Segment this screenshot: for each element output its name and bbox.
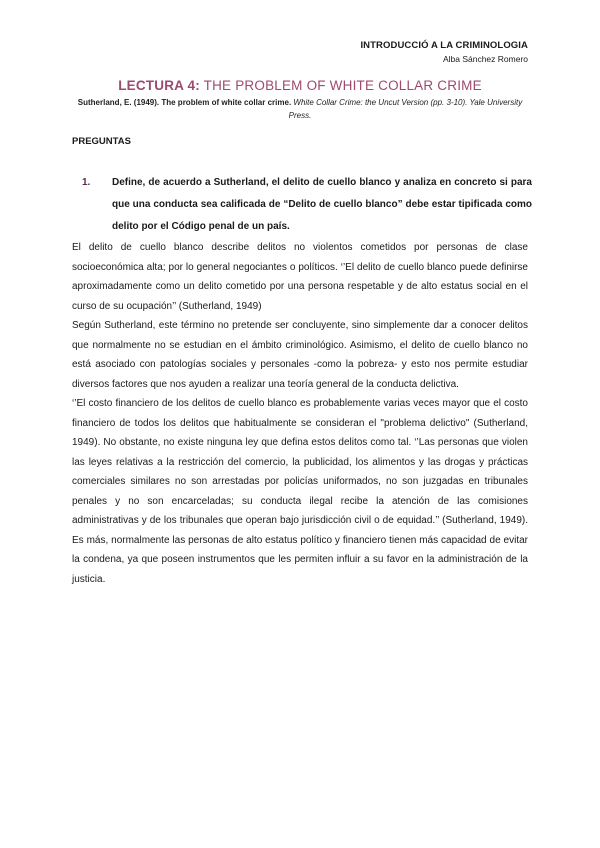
answer-body xyxy=(72,238,528,589)
citation-authors: Sutherland, E. (1949). The problem of white collar crime. xyxy=(77,98,294,107)
citation-source: White Collar Crime: the Uncut Version (pp. 3-10). Yale University Press. xyxy=(288,98,523,120)
title-prefix: LECTURA 4: xyxy=(118,78,200,93)
author-name: Alba Sánchez Romero xyxy=(442,54,528,64)
page-header xyxy=(360,39,528,67)
paragraph-3: ‘’El costo financiero de los delitos de cuello blanco es probablemente varias veces mayor que el costo financiero de todos los delitos que habitualmente se consideran el "problema delictivo" (Sutherland, 1949). No obstante, no existe ninguna ley que defina estos delitos como tal. ‘’Las personas que violen las leyes relativas a la restricción del comercio, la publicidad, los alimentos y las drogas y prácticas comerciales similares no son arrestadas por policías uniformados, no son juzgadas en tribunales penales y no son encarceladas; su conducta ilegal recibe la atención de las comisiones administrativas y de los tribunales que operan bajo jurisdicción civil o de equidad.’’ (Sutherland, 1949). Es más, normalmente las personas de alto estatus político y financiero tienen más capacidad de evitar la condena, ya que poseen instrumentos que les permiten influir a su favor en la administración de la justicia. xyxy=(72,398,528,585)
question-item xyxy=(82,172,532,238)
course-name: INTRODUCCIÓ A LA CRIMINOLOGIA xyxy=(360,40,528,51)
document-title xyxy=(0,78,600,93)
section-heading: PREGUNTAS xyxy=(72,136,131,147)
paragraph-1: El delito de cuello blanco describe delitos no violentos cometidos por personas de clase socioeconómica alta; por lo general negociantes o políticos. ‘’El delito de cuello blanco puede definirse aproximadamente como un delito cometido por una persona respetable y de alto estatus social en el curso de su ocupación’’ (Sutherland, 1949) xyxy=(72,242,528,312)
question-text: Define, de acuerdo a Sutherland, el delito de cuello blanco y analiza en concreto si para que una conducta sea calificada de “Delito de cuello blanco” debe estar tipificada como delito por el Código penal de un país. xyxy=(112,177,532,232)
question-number: 1. xyxy=(82,177,91,188)
citation xyxy=(70,96,530,122)
paragraph-2: Según Sutherland, este término no pretende ser concluyente, sino simplemente dar a conocer delitos que normalmente no se estudian en el ámbito criminológico. Asimismo, el delito de cuello blanco no está asociado con patologías sociales y personales -como la pobreza- y esto nos permite estudiar diversos factores que nos ayuden a realizar una teoría general de la conducta delictiva. xyxy=(72,320,528,390)
title-text: THE PROBLEM OF WHITE COLLAR CRIME xyxy=(199,78,482,93)
